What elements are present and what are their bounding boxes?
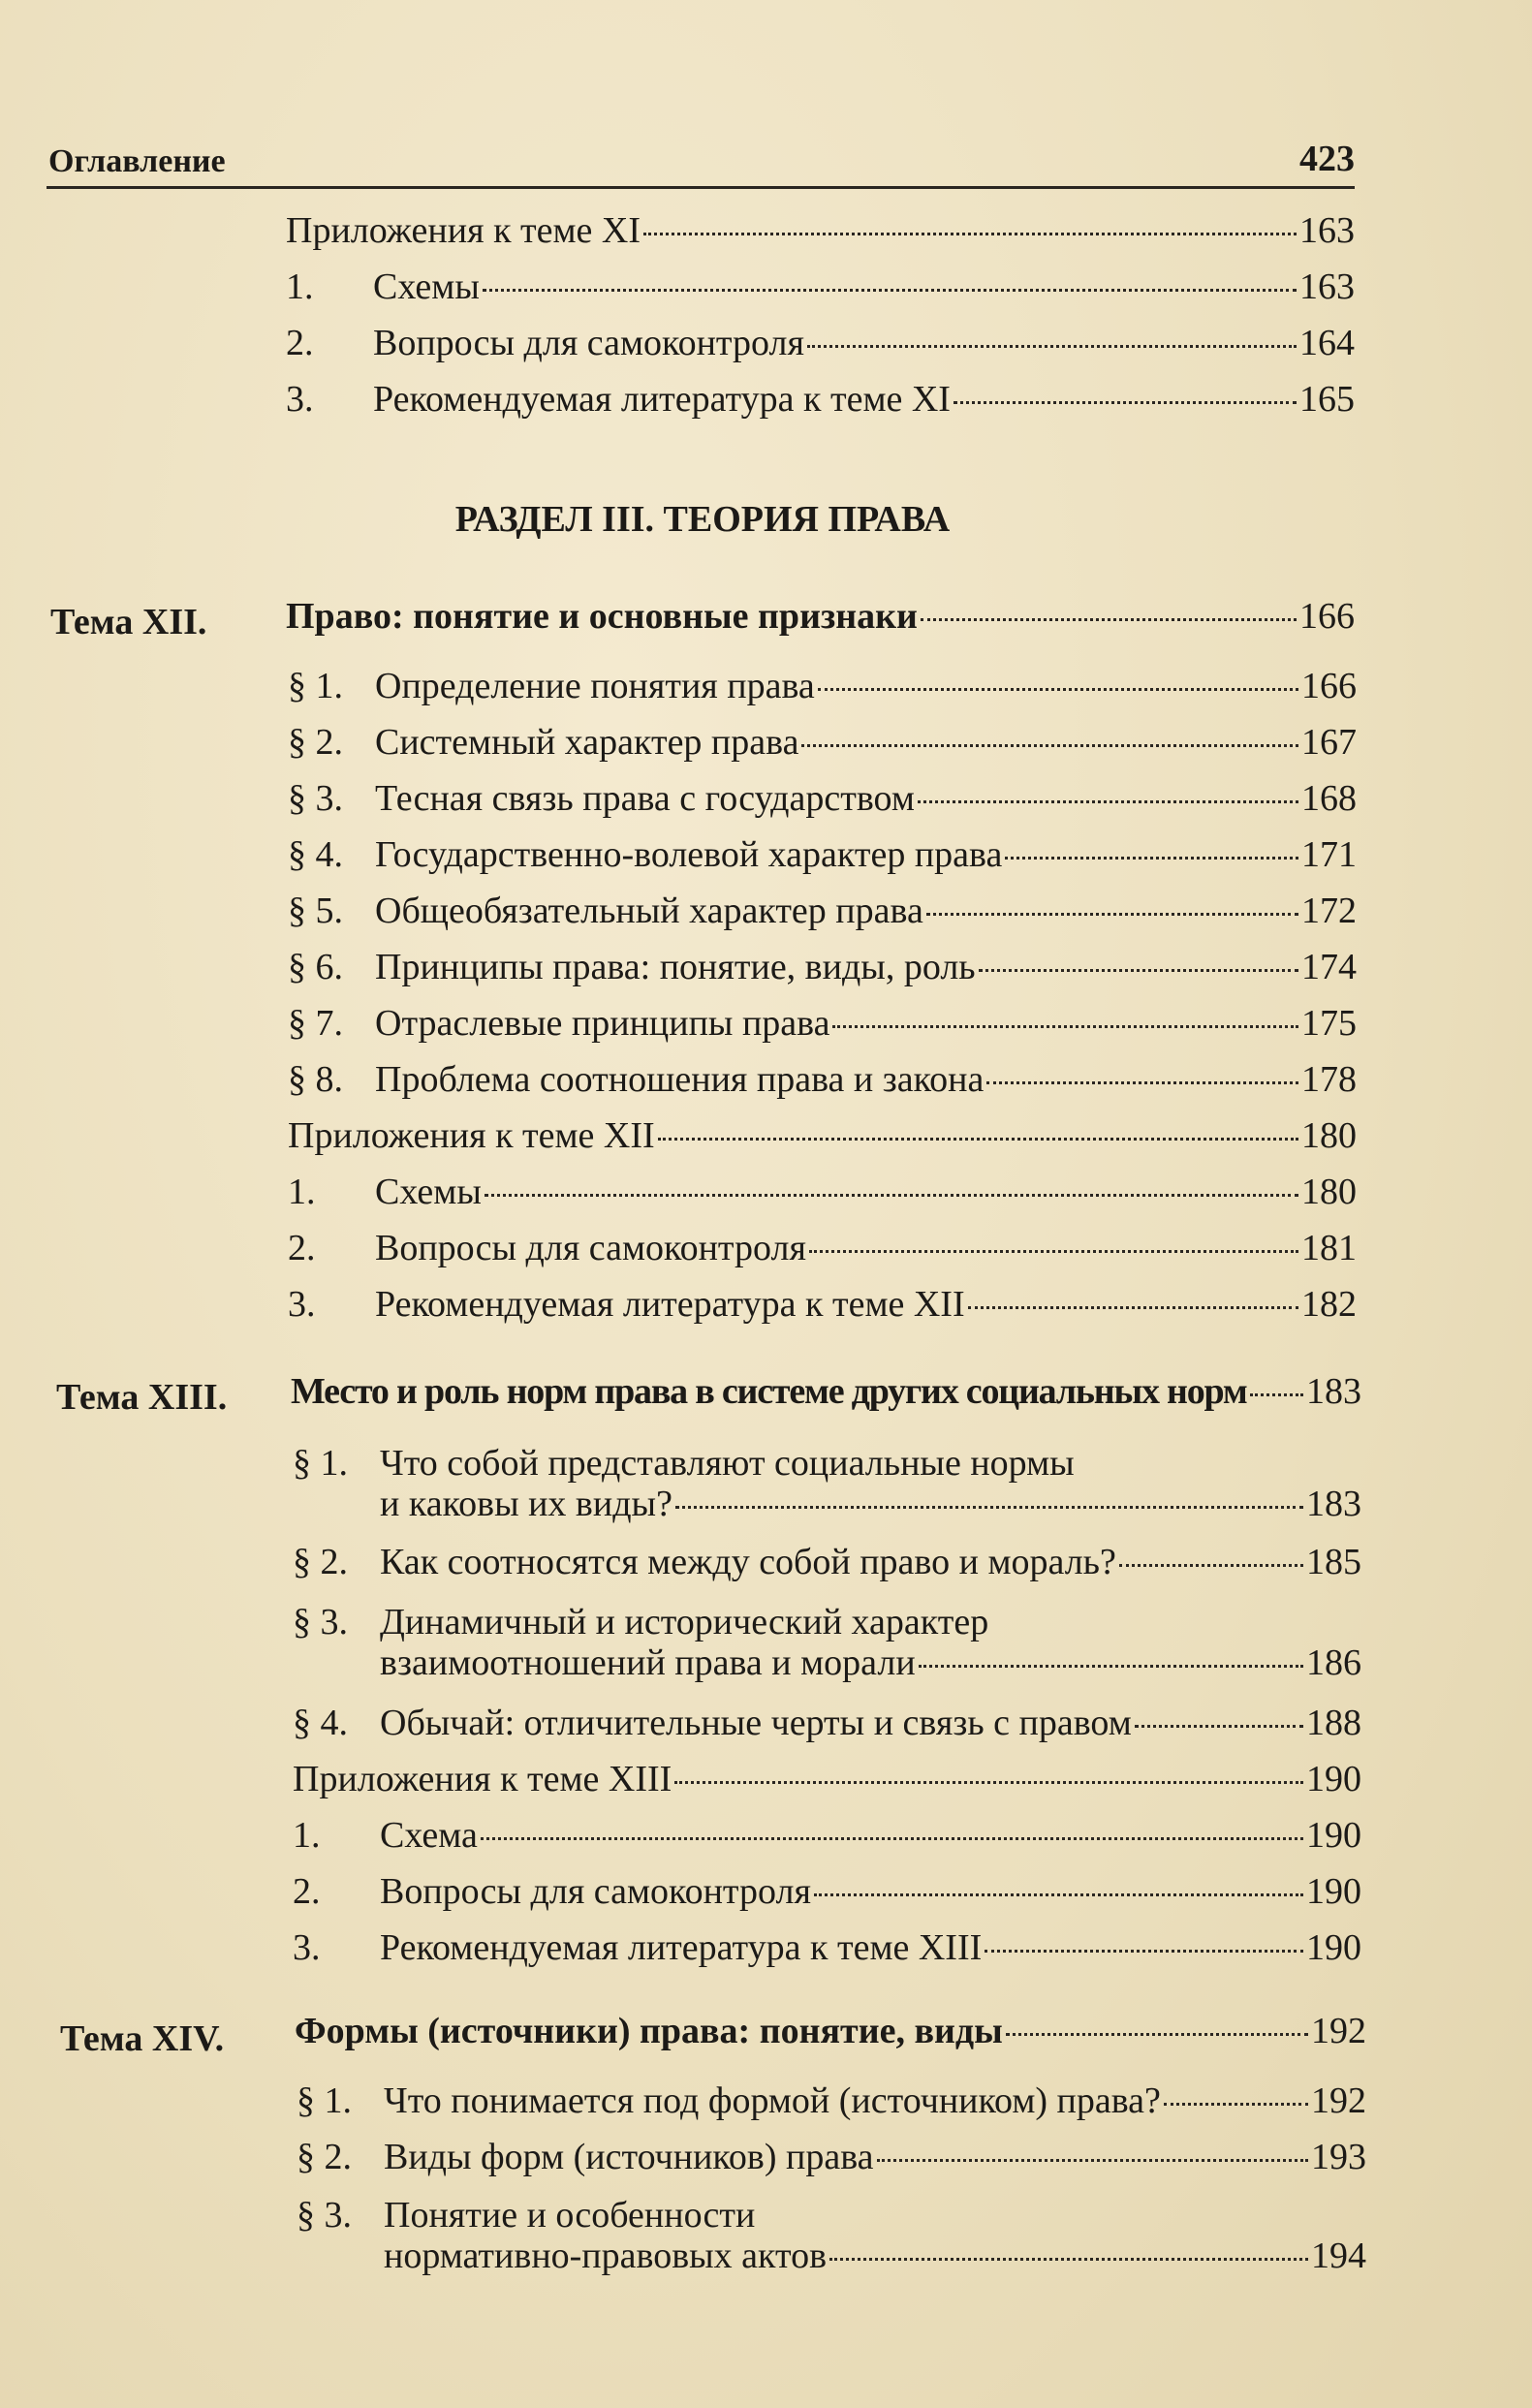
topic-heading[interactable]	[295, 2004, 1366, 2058]
toc-entry-page: 182	[1301, 1284, 1357, 1325]
dot-leader	[801, 744, 1298, 747]
toc-entry-number: 3.	[293, 1927, 321, 1968]
toc-entry-page: 193	[1311, 2137, 1366, 2177]
toc-entry-label: нормативно-правовых актов	[384, 2236, 828, 2276]
dot-leader	[809, 1250, 1298, 1253]
topic-page: 166	[1299, 596, 1355, 637]
toc-entry[interactable]	[286, 316, 1355, 370]
dot-leader	[1005, 857, 1298, 860]
dot-leader	[985, 1950, 1303, 1953]
dot-leader	[483, 289, 1297, 292]
toc-entry[interactable]	[293, 1921, 1361, 1975]
toc-entry-label: Рекомендуемая литература к теме XIII	[380, 1927, 983, 1968]
dot-leader	[1135, 1725, 1303, 1728]
toc-entry[interactable]	[288, 940, 1357, 994]
toc-entry-label: Вопросы для самоконтроля	[375, 1228, 806, 1268]
toc-entry-number: § 1.	[288, 666, 343, 706]
toc-entry[interactable]	[380, 1636, 1361, 1690]
dot-leader	[1250, 1393, 1303, 1396]
toc-entry-page: 171	[1301, 834, 1357, 875]
toc-entry-page: 190	[1306, 1871, 1361, 1912]
toc-entry-page: 168	[1301, 778, 1357, 819]
dot-leader	[954, 401, 1297, 404]
toc-entry-label: Системный характер права	[375, 722, 799, 763]
dot-leader	[919, 1665, 1303, 1668]
toc-entry-page: 181	[1301, 1228, 1357, 1268]
toc-entry-label-line1: Понятие и особенности	[384, 2195, 756, 2236]
toc-entry-number: § 3.	[297, 2195, 352, 2236]
toc-entry[interactable]	[288, 1109, 1357, 1163]
dot-leader	[658, 1138, 1298, 1141]
dot-leader	[1164, 2103, 1308, 2106]
toc-entry-number: 2.	[288, 1228, 316, 1268]
toc-entry-page: 194	[1311, 2236, 1366, 2276]
toc-entry-number: 2.	[293, 1871, 321, 1912]
dot-leader	[675, 1506, 1303, 1509]
toc-entry-label: Схемы	[373, 266, 480, 307]
toc-entry-number: § 3.	[288, 778, 343, 819]
toc-entry[interactable]	[288, 884, 1357, 938]
toc-entry-number: § 3.	[293, 1602, 348, 1642]
toc-entry-page: 180	[1301, 1172, 1357, 1212]
toc-entry-label: Тесная связь права с государством	[375, 778, 915, 819]
toc-entry-label: Как соотносятся между собой право и мораль?	[380, 1542, 1116, 1582]
toc-entry[interactable]	[293, 1864, 1361, 1919]
toc-entry[interactable]	[288, 659, 1357, 713]
toc-entry-page: 163	[1299, 210, 1355, 251]
toc-entry-label: Государственно-волевой характер права	[375, 834, 1003, 875]
toc-entry-label: Приложения к теме XI	[286, 210, 641, 251]
toc-entry-number: § 2.	[293, 1542, 348, 1582]
toc-entry-number: § 1.	[297, 2080, 352, 2121]
toc-entry-number: § 7.	[288, 1003, 343, 1044]
toc-entry[interactable]	[293, 1696, 1361, 1750]
dot-leader	[818, 688, 1298, 691]
toc-entry-label: взаимоотношений права и морали	[380, 1642, 916, 1683]
toc-entry-page: 190	[1306, 1815, 1361, 1856]
toc-entry-page: 188	[1306, 1703, 1361, 1743]
toc-entry-number: § 4.	[288, 834, 343, 875]
toc-entry[interactable]	[384, 2229, 1366, 2283]
toc-entry-label: Что понимается под формой (источником) права?	[384, 2080, 1161, 2121]
dot-leader	[481, 1837, 1303, 1840]
toc-entry[interactable]	[288, 996, 1357, 1050]
topic-label: Тема XII.	[50, 602, 207, 642]
toc-entry-label: Общеобязательный характер права	[375, 891, 923, 931]
toc-entry[interactable]	[380, 1477, 1361, 1531]
toc-entry-page: 185	[1306, 1542, 1361, 1582]
toc-entry-label: Принципы права: понятие, виды, роль	[375, 947, 976, 987]
toc-entry-label: Вопросы для самоконтроля	[373, 323, 804, 363]
toc-entry-number: § 5.	[288, 891, 343, 931]
dot-leader	[986, 1081, 1298, 1084]
toc-entry-page: 180	[1301, 1115, 1357, 1156]
dot-leader	[814, 1893, 1303, 1896]
toc-entry-label: Приложения к теме XIII	[293, 1759, 672, 1799]
dot-leader	[643, 233, 1297, 235]
toc-entry-page: 186	[1306, 1642, 1361, 1683]
dot-leader	[979, 969, 1298, 972]
running-header	[47, 128, 1355, 189]
toc-entry-label: Схема	[380, 1815, 478, 1856]
toc-entry-page: 172	[1301, 891, 1357, 931]
toc-entry-label: Схемы	[375, 1172, 482, 1212]
toc-entry[interactable]	[293, 1752, 1361, 1806]
toc-entry-number: § 2.	[288, 722, 343, 763]
header-page-number: 423	[1299, 139, 1355, 179]
dot-leader	[807, 345, 1297, 348]
toc-entry-number: § 2.	[297, 2137, 352, 2177]
toc-entry-page: 190	[1306, 1927, 1361, 1968]
topic-heading[interactable]	[286, 589, 1355, 643]
topic-heading[interactable]	[291, 1364, 1361, 1419]
topic-label: Тема XIII.	[56, 1377, 228, 1418]
topic-title: Право: понятие и основные признаки	[286, 596, 918, 637]
toc-entry-label-line1: Что собой представляют социальные нормы	[380, 1443, 1075, 1484]
dot-leader	[1006, 2033, 1308, 2036]
toc-entry[interactable]	[286, 372, 1355, 426]
toc-entry-page: 174	[1301, 947, 1357, 987]
toc-entry-number: § 8.	[288, 1059, 343, 1100]
toc-entry[interactable]	[288, 828, 1357, 882]
dot-leader	[926, 913, 1298, 916]
toc-entry-label: Приложения к теме XII	[288, 1115, 655, 1156]
topic-page: 183	[1306, 1371, 1361, 1412]
toc-entry[interactable]	[288, 715, 1357, 769]
dot-leader	[877, 2159, 1308, 2162]
toc-entry-label: Рекомендуемая литература к теме XII	[375, 1284, 965, 1325]
toc-entry-page: 165	[1299, 379, 1355, 420]
toc-entry-number: 3.	[286, 379, 314, 420]
toc-entry-label-line1: Динамичный и исторический характер	[380, 1602, 989, 1642]
toc-entry[interactable]	[288, 1052, 1357, 1107]
toc-entry[interactable]	[286, 203, 1355, 258]
toc-entry-number: 1.	[288, 1172, 316, 1212]
toc-entry-page: 163	[1299, 266, 1355, 307]
toc-entry-label: Проблема соотношения права и закона	[375, 1059, 985, 1100]
dot-leader	[832, 1025, 1298, 1028]
dot-leader	[485, 1194, 1298, 1197]
toc-entry[interactable]	[297, 2074, 1366, 2128]
header-title: Оглавление	[48, 143, 226, 179]
toc-entry-page: 192	[1311, 2080, 1366, 2121]
toc-entry-number: § 6.	[288, 947, 343, 987]
toc-entry[interactable]	[288, 1165, 1357, 1219]
dot-leader	[968, 1306, 1298, 1309]
dot-leader	[921, 618, 1297, 621]
toc-entry-label: Обычай: отличительные черты и связь с правом	[380, 1703, 1132, 1743]
toc-entry-page: 190	[1306, 1759, 1361, 1799]
toc-entry-number: 1.	[286, 266, 314, 307]
section-title: РАЗДЕЛ III. ТЕОРИЯ ПРАВА	[454, 499, 951, 540]
toc-entry-number: § 4.	[293, 1703, 348, 1743]
topic-page: 192	[1311, 2011, 1366, 2051]
toc-entry-label: и каковы их виды?	[380, 1484, 672, 1524]
toc-entry[interactable]	[288, 1277, 1357, 1331]
toc-entry-page: 183	[1306, 1484, 1361, 1524]
toc-entry-page: 175	[1301, 1003, 1357, 1044]
toc-entry-label: Рекомендуемая литература к теме XI	[373, 379, 951, 420]
topic-label: Тема XIV.	[60, 2018, 225, 2059]
toc-entry-number: 1.	[293, 1815, 321, 1856]
toc-entry-label: Определение понятия права	[375, 666, 815, 706]
toc-entry-number: § 1.	[293, 1443, 348, 1484]
topic-title: Место и роль норм права в системе других социальных норм	[291, 1371, 1247, 1412]
toc-entry[interactable]	[297, 2130, 1366, 2184]
toc-entry-label: Виды форм (источников) права	[384, 2137, 874, 2177]
toc-entry-label: Вопросы для самоконтроля	[380, 1871, 811, 1912]
toc-entry-page: 164	[1299, 323, 1355, 363]
topic-title: Формы (источники) права: понятие, виды	[295, 2011, 1003, 2051]
toc-entry[interactable]	[293, 1808, 1361, 1862]
dot-leader	[829, 2258, 1308, 2261]
toc-entry[interactable]	[288, 1221, 1357, 1275]
toc-entry-label: Отраслевые принципы права	[375, 1003, 830, 1044]
toc-entry-number: 2.	[286, 323, 314, 363]
dot-leader	[1119, 1564, 1303, 1567]
dot-leader	[674, 1781, 1303, 1784]
toc-entry-page: 178	[1301, 1059, 1357, 1100]
toc-entry-number: 3.	[288, 1284, 316, 1325]
toc-entry[interactable]	[286, 260, 1355, 314]
toc-entry-page: 167	[1301, 722, 1357, 763]
toc-entry-page: 166	[1301, 666, 1357, 706]
dot-leader	[918, 800, 1298, 803]
toc-entry[interactable]	[293, 1535, 1361, 1589]
toc-entry[interactable]	[288, 771, 1357, 826]
